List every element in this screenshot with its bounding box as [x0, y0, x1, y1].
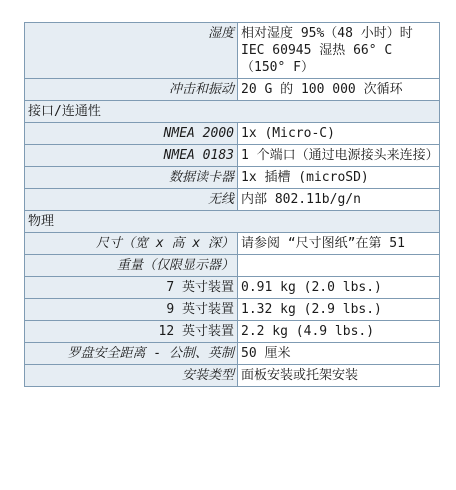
table-row [25, 123, 440, 145]
row-value: 请参阅 “尺寸图纸”在第 51 [238, 233, 440, 255]
section-heading: 物理 [25, 211, 440, 233]
row-value: 面板安装或托架安装 [238, 365, 440, 387]
row-label: 罗盘安全距离 - 公制、英制 [25, 343, 238, 365]
row-label: 冲击和振动 [25, 79, 238, 101]
table-row [25, 145, 440, 167]
row-value [238, 255, 440, 277]
table-row [25, 167, 440, 189]
section-row [25, 101, 440, 123]
row-value: 1x (Micro-C) [238, 123, 440, 145]
row-value: 0.91 kg (2.0 lbs.) [238, 277, 440, 299]
table-row [25, 277, 440, 299]
row-label: 数据读卡器 [25, 167, 238, 189]
row-value: 2.2 kg (4.9 lbs.) [238, 321, 440, 343]
spec-table [24, 22, 440, 387]
table-row [25, 299, 440, 321]
table-row [25, 23, 440, 79]
table-row [25, 365, 440, 387]
section-heading: 接口/连通性 [25, 101, 440, 123]
table-row [25, 321, 440, 343]
row-label: NMEA 0183 [25, 145, 238, 167]
row-value: 50 厘米 [238, 343, 440, 365]
table-row [25, 189, 440, 211]
table-row [25, 255, 440, 277]
row-label: 湿度 [25, 23, 238, 79]
section-row [25, 211, 440, 233]
row-label: 无线 [25, 189, 238, 211]
table-row [25, 343, 440, 365]
row-label: 安装类型 [25, 365, 238, 387]
table-row [25, 79, 440, 101]
row-label: 重量（仅限显示器） [25, 255, 238, 277]
row-value: 20 G 的 100 000 次循环 [238, 79, 440, 101]
row-label: 9 英寸装置 [25, 299, 238, 321]
row-value: 1x 插槽 (microSD) [238, 167, 440, 189]
row-value: 1 个端口（通过电源接头来连接） [238, 145, 440, 167]
row-value: 1.32 kg (2.9 lbs.) [238, 299, 440, 321]
row-label: 尺寸（宽 x 高 x 深） [25, 233, 238, 255]
row-label: 12 英寸装置 [25, 321, 238, 343]
row-value: 内部 802.11b/g/n [238, 189, 440, 211]
table-row [25, 233, 440, 255]
row-label: NMEA 2000 [25, 123, 238, 145]
row-value: 相对湿度 95%（48 小时）时 IEC 60945 湿热 66° C（150° F） [238, 23, 440, 79]
row-label: 7 英寸装置 [25, 277, 238, 299]
